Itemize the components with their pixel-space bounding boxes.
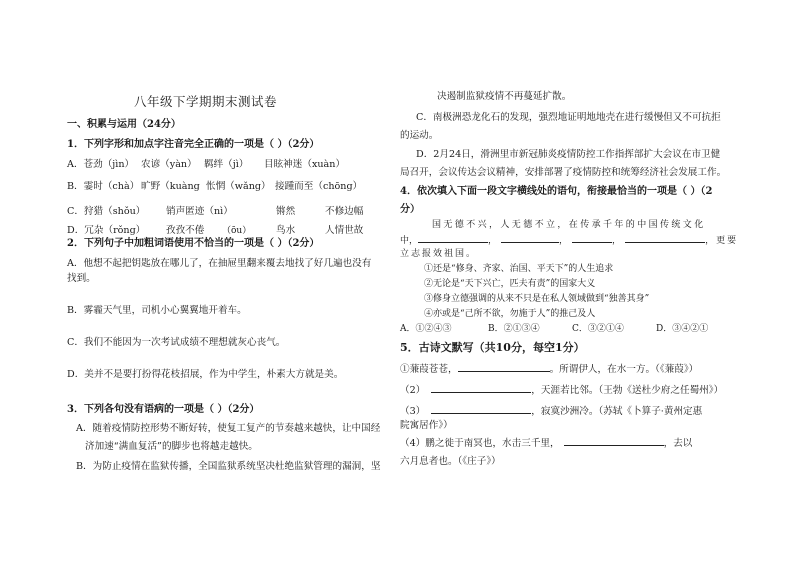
question-4-option-a: A．①②④③: [400, 324, 452, 334]
answer-blank-4[interactable]: [625, 233, 705, 243]
poem-blank-2[interactable]: [431, 383, 531, 393]
option-d-pinyin-1: （ōu）: [222, 226, 252, 236]
question-4-item-3: ③修身立德强调的从来不只是在私人领域做到“独善其身”: [424, 294, 650, 304]
option-d-word-2: 孜孜不倦: [166, 225, 205, 236]
option-a-word-2: 农谚（yàn）: [141, 159, 197, 170]
option-c-word-1: C．狩猎（shǒu）: [67, 206, 146, 217]
question-4-item-2: ②无论是“天下兴亡，匹夫有责”的国家大义: [424, 279, 596, 289]
answer-blank-1[interactable]: [418, 233, 488, 243]
option-a-word-3: 羁绊（jì）: [204, 159, 249, 170]
option-c-word-3: 锵然: [276, 206, 296, 217]
page-title: 八年级下学期期末测试卷: [134, 94, 278, 109]
question-3-stem: 3．下列各句没有语病的一项是（ ）（2分）: [67, 404, 260, 415]
poem-text: 。所谓伊人，在水一方。（《蒹葭》）: [549, 364, 699, 375]
question-3-option-c-line-1: C．南极洲恐龙化石的发现，强烈地证明地地壳在进行缓慢但又不可抗拒: [416, 112, 721, 123]
passage-text: ，: [559, 236, 569, 246]
question-2-option-a-line-1: A．他想不起把钥匙放在哪儿了，在抽屉里翻来覆去地找了好几遍也没有: [67, 258, 372, 269]
poem-text: （4）鹏之徙于南冥也，水击三千里，: [400, 438, 560, 449]
answer-blank-2[interactable]: [501, 233, 559, 243]
question-3-option-b-line-1: B．为防止疫情在监狱传播，全国监狱系统坚决杜绝监狱管理的漏洞，坚: [76, 461, 381, 472]
question-4-stem-line-2: 分）: [400, 204, 420, 215]
option-c-word-4: 不修边幅: [325, 206, 364, 217]
question-2-option-b: B．雾霾天气里，司机小心翼翼地开着车。: [67, 305, 247, 316]
question-2-option-d: D．美并不是要打扮得花枝招展，作为中学生，朴素大方就是美。: [67, 369, 344, 380]
question-3-option-c-line-2: 的运动。: [400, 130, 439, 141]
question-4-passage-line-1: 国无德不兴，人无德不立，在传承千年的中国传统文化: [432, 220, 706, 230]
question-3-option-d-line-1: D．2月24日，滑洲里市新冠肺炎疫情防控工作指挥部扩大会议在市卫健: [416, 149, 721, 160]
poem-text: （2）: [400, 385, 426, 396]
passage-text: ，更要: [705, 236, 739, 246]
poem-text: ①蒹葭苍苍，: [400, 364, 458, 375]
question-4-option-d: D．③④②①: [656, 324, 709, 334]
poem-text: ，去以: [663, 438, 693, 449]
poem-blank-1[interactable]: [458, 362, 550, 372]
question-1-stem: 1．下列字形和加点字注音完全正确的一项是（ ）（2分）: [67, 139, 320, 150]
question-2-stem: 2．下列句子中加粗词语使用不恰当的一项是（ ）（2分）: [67, 238, 320, 249]
question-5-line-4-cont: 六月息者也。（《庄子》）: [400, 456, 501, 467]
question-5-line-3: [400, 404, 702, 418]
question-4-item-4: ④亦或是“己所不欲，勿施于人”的推己及人: [424, 309, 596, 319]
option-d-word-3: 鸟水: [276, 225, 296, 236]
option-d-word-1: D．冗杂（rǒng）: [67, 225, 146, 236]
poem-blank-4[interactable]: [564, 436, 664, 446]
question-4-option-b: B．②①③④: [488, 324, 540, 334]
option-c-word-2: 销声匿迹（nì）: [166, 206, 233, 217]
option-a-word-4: 目眩神迷（xuàn）: [264, 159, 346, 170]
poem-text: （3）: [400, 406, 426, 417]
option-b-word-1: B．霎时（chà）: [67, 181, 140, 192]
passage-text: ，: [488, 236, 498, 246]
option-b-word-3: 怅惘（wǎng）: [206, 181, 271, 192]
question-5-line-3-cont: 院寓居作》）: [400, 420, 453, 431]
passage-text: 中，: [400, 236, 419, 246]
question-3-option-a-line-1: A．随着疫情防控形势不断好转，使复工复产的节奏越来越快，让中国经: [76, 423, 381, 434]
option-b-word-4: 接踵而至（chōng）: [275, 181, 363, 192]
question-4-option-c: C．③②①④: [572, 324, 624, 334]
question-3-option-a-line-2: 济加速“满血复活”的脚步也将越走越快。: [85, 441, 258, 452]
question-5-line-1: [400, 362, 698, 376]
poem-blank-3[interactable]: [431, 404, 531, 414]
question-4-stem-line-1: 4．依次填入下面一段文字横线处的语句，衔接最恰当的一项是（ ）（2: [400, 186, 713, 197]
poem-text: ，天涯若比邻。（王勃《送杜少府之任蜀州》）: [531, 385, 724, 396]
option-d-word-4: 人情世故: [325, 225, 364, 236]
question-5-line-2: [400, 383, 723, 397]
question-2-option-c: C．我们不能因为一次考试成绩不理想就灰心丧气。: [67, 337, 286, 348]
question-5-line-4: [400, 436, 692, 450]
passage-text: ，: [612, 236, 622, 246]
option-a-word-1: A．苍劲（jìn）: [67, 159, 135, 170]
poem-text: ，寂寞沙洲冷。（苏轼《卜算子·黄州定惠: [531, 406, 703, 417]
question-4-passage-line-3: 立志报效祖国。: [400, 249, 478, 259]
question-3-option-d-line-2: 局召开，会议传达会议精神，安排部署了疫情防控和统筹经济社会发展工作。: [400, 167, 727, 178]
question-4-item-1: ①还是“修身、齐家、治国、平天下”的人生追求: [424, 264, 614, 274]
section-heading: 一、积累与运用（24分）: [67, 119, 181, 130]
answer-blank-3[interactable]: [572, 233, 612, 243]
option-b-word-2: 旷野（kuàng: [141, 181, 200, 192]
question-2-option-a-line-2: 找到。: [67, 273, 96, 284]
question-4-passage-line-2: [400, 233, 738, 247]
question-5-stem: 5．古诗文默写（共10分，每空1分）: [400, 341, 585, 354]
question-3-option-b-line-2: 决遏制监狱疫情不再蔓延扩散。: [437, 91, 572, 102]
